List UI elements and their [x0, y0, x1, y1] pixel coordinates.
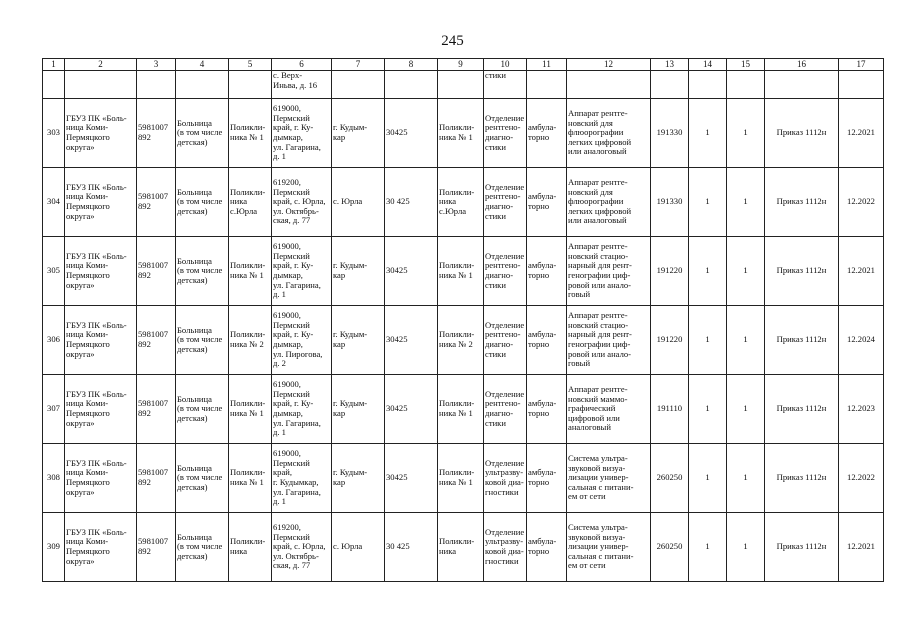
cell-organization: ГБУЗ ПК «Боль- ница Коми- Пермяцкого округа»	[65, 513, 137, 582]
cell-order: Приказ 1112н	[765, 375, 839, 444]
column-header-9: 9	[438, 59, 484, 71]
cell-unit: Поликли- ника № 2	[229, 306, 272, 375]
cell-care-form: амбула- торно	[527, 168, 567, 237]
cell-quantity-planned: 1	[727, 375, 765, 444]
cell-locality: г. Кудым- кар	[332, 444, 385, 513]
cell-row-number: 308	[43, 444, 65, 513]
cell-locality: г. Кудым- кар	[332, 375, 385, 444]
cell-locality: с. Юрла	[332, 168, 385, 237]
column-header-1: 1	[43, 59, 65, 71]
table-row	[43, 306, 884, 375]
cell-equipment-code: 191220	[651, 237, 689, 306]
cell-facility-type: Больница (в том числе детская)	[176, 306, 229, 375]
cell-care-form: амбула- торно	[527, 306, 567, 375]
cell-address: 619000, Пермский край, г. Ку- дымкар, ул. Гагарина, д. 1	[272, 99, 332, 168]
column-header-17: 17	[839, 59, 884, 71]
column-header-2: 2	[65, 59, 137, 71]
cell-care-form: амбула- торно	[527, 513, 567, 582]
column-header-6: 6	[272, 59, 332, 71]
column-header-13: 13	[651, 59, 689, 71]
cell-unit: Поликли- ника № 1	[229, 444, 272, 513]
cell-address: 619000, Пермский край, г. Кудымкар, ул. Гагарина, д. 1	[272, 444, 332, 513]
cell-quantity-planned: 1	[727, 168, 765, 237]
cell-code: 5981007 892	[137, 306, 176, 375]
column-header-3: 3	[137, 59, 176, 71]
cell-address: 619000, Пермский край, г. Ку- дымкар, ул. Гагарина, д. 1	[272, 237, 332, 306]
cell-oktmo: 30 425	[385, 513, 438, 582]
cell-equipment: Аппарат рентге- новский для флюорографии легких цифровой или аналоговый	[567, 99, 651, 168]
cell-address: 619000, Пермский край, г. Ку- дымкар, ул. Пирогова, д. 2	[272, 306, 332, 375]
cell-unit: Поликли- ника № 1	[229, 375, 272, 444]
cell-row-number: 304	[43, 168, 65, 237]
cell-quantity-planned: 1	[727, 306, 765, 375]
column-header-5: 5	[229, 59, 272, 71]
table-row	[43, 444, 884, 513]
cell-address: с. Верх- Иньва, д. 16	[272, 71, 332, 99]
cell-department: Отделение рентгено- диагно- стики	[484, 237, 527, 306]
page-number: 245	[441, 33, 464, 49]
cell-oktmo: 30425	[385, 306, 438, 375]
cell-organization: ГБУЗ ПК «Боль- ница Коми- Пермяцкого округа»	[65, 375, 137, 444]
cell-facility-type: Больница (в том числе детская)	[176, 99, 229, 168]
cell-care-form: амбула- торно	[527, 444, 567, 513]
cell-row-number: 307	[43, 375, 65, 444]
cell-department: Отделение ультразву- ковой диа- гностики	[484, 513, 527, 582]
cell-oktmo: 30425	[385, 444, 438, 513]
cell-quantity-planned: 1	[727, 237, 765, 306]
cell-care-form: амбула- торно	[527, 237, 567, 306]
cell-oktmo: 30425	[385, 375, 438, 444]
cell-equipment: Аппарат рентге- новский стацио- нарный для рент- генографии циф- ровой или анало- говый	[567, 237, 651, 306]
cell-organization: ГБУЗ ПК «Боль- ница Коми- Пермяцкого округа»	[65, 306, 137, 375]
cell-quantity-planned: 1	[727, 444, 765, 513]
cell-locality: с. Юрла	[332, 513, 385, 582]
cell-row-number: 305	[43, 237, 65, 306]
column-header-16: 16	[765, 59, 839, 71]
cell-date: 12.2022	[839, 168, 884, 237]
cell-department: стики	[484, 71, 527, 99]
cell-quantity: 1	[689, 444, 727, 513]
cell-equipment-code: 191220	[651, 306, 689, 375]
cell-care-form: амбула- торно	[527, 99, 567, 168]
cell-department: Отделение рентгено- диагно- стики	[484, 375, 527, 444]
cell-quantity: 1	[689, 513, 727, 582]
cell-date: 12.2021	[839, 99, 884, 168]
cell-date: 12.2022	[839, 444, 884, 513]
cell-organization: ГБУЗ ПК «Боль- ница Коми- Пермяцкого округа»	[65, 168, 137, 237]
column-header-14: 14	[689, 59, 727, 71]
cell-subdivision: Поликли- ника № 1	[438, 237, 484, 306]
cell-oktmo: 30 425	[385, 168, 438, 237]
cell-address: 619200, Пермский край, с. Юрла, ул. Октябрь- ская, д. 77	[272, 513, 332, 582]
column-header-11: 11	[527, 59, 567, 71]
cell-order: Приказ 1112н	[765, 168, 839, 237]
cell-care-form: амбула- торно	[527, 375, 567, 444]
cell-code: 5981007 892	[137, 168, 176, 237]
cell-quantity-planned: 1	[727, 99, 765, 168]
cell-department: Отделение рентгено- диагно- стики	[484, 99, 527, 168]
cell-equipment-code: 260250	[651, 513, 689, 582]
cell-facility-type: Больница (в том числе детская)	[176, 168, 229, 237]
cell-order: Приказ 1112н	[765, 99, 839, 168]
cell-date: 12.2021	[839, 237, 884, 306]
table-row	[43, 237, 884, 306]
column-header-4: 4	[176, 59, 229, 71]
cell-locality: г. Кудым- кар	[332, 306, 385, 375]
cell-facility-type: Больница (в том числе детская)	[176, 444, 229, 513]
cell-locality: г. Кудым- кар	[332, 237, 385, 306]
cell-organization: ГБУЗ ПК «Боль- ница Коми- Пермяцкого округа»	[65, 444, 137, 513]
table-row	[43, 513, 884, 582]
cell-subdivision: Поликли- ника с.Юрла	[438, 168, 484, 237]
cell-equipment: Аппарат рентге- новский для флюорографии легких цифровой или аналоговый	[567, 168, 651, 237]
cell-unit: Поликли- ника № 1	[229, 237, 272, 306]
column-header-15: 15	[727, 59, 765, 71]
cell-unit: Поликли- ника	[229, 513, 272, 582]
cell-oktmo: 30425	[385, 237, 438, 306]
cell-code: 5981007 892	[137, 375, 176, 444]
cell-equipment: Система ультра- звуковой визуа- лизации универ- сальная с питани- ем от сети	[567, 513, 651, 582]
cell-date: 12.2021	[839, 513, 884, 582]
cell-equipment-code: 191330	[651, 168, 689, 237]
cell-code: 5981007 892	[137, 513, 176, 582]
cell-unit: Поликли- ника с.Юрла	[229, 168, 272, 237]
cell-order: Приказ 1112н	[765, 237, 839, 306]
cell-department: Отделение рентгено- диагно- стики	[484, 168, 527, 237]
cell-subdivision: Поликли- ника	[438, 513, 484, 582]
cell-facility-type: Больница (в том числе детская)	[176, 237, 229, 306]
cell-equipment: Система ультра- звуковой визуа- лизации универ- сальная с питани- ем от сети	[567, 444, 651, 513]
equipment-table	[42, 58, 884, 582]
column-header-12: 12	[567, 59, 651, 71]
cell-equipment-code: 260250	[651, 444, 689, 513]
cell-quantity: 1	[689, 237, 727, 306]
cell-equipment-code: 191330	[651, 99, 689, 168]
cell-order: Приказ 1112н	[765, 444, 839, 513]
cell-row-number: 303	[43, 99, 65, 168]
cell-quantity: 1	[689, 375, 727, 444]
cell-subdivision: Поликли- ника № 2	[438, 306, 484, 375]
cell-subdivision: Поликли- ника № 1	[438, 99, 484, 168]
cell-subdivision: Поликли- ника № 1	[438, 375, 484, 444]
column-header-7: 7	[332, 59, 385, 71]
cell-equipment-code: 191110	[651, 375, 689, 444]
cell-order: Приказ 1112н	[765, 306, 839, 375]
cell-address: 619000, Пермский край, г. Ку- дымкар, ул. Гагарина, д. 1	[272, 375, 332, 444]
cell-row-number: 306	[43, 306, 65, 375]
cell-department: Отделение рентгено- диагно- стики	[484, 306, 527, 375]
cell-equipment: Аппарат рентге- новский маммо- графический цифровой или аналоговый	[567, 375, 651, 444]
cell-date: 12.2023	[839, 375, 884, 444]
continuation-row	[43, 71, 884, 99]
column-number-header	[43, 59, 884, 71]
cell-subdivision: Поликли- ника № 1	[438, 444, 484, 513]
cell-facility-type: Больница (в том числе детская)	[176, 375, 229, 444]
cell-quantity: 1	[689, 306, 727, 375]
cell-date: 12.2024	[839, 306, 884, 375]
table-row	[43, 99, 884, 168]
cell-locality: г. Кудым- кар	[332, 99, 385, 168]
cell-code: 5981007 892	[137, 99, 176, 168]
column-header-10: 10	[484, 59, 527, 71]
table-row	[43, 168, 884, 237]
cell-quantity: 1	[689, 99, 727, 168]
column-header-8: 8	[385, 59, 438, 71]
cell-order: Приказ 1112н	[765, 513, 839, 582]
table-row	[43, 375, 884, 444]
cell-row-number: 309	[43, 513, 65, 582]
cell-organization: ГБУЗ ПК «Боль- ница Коми- Пермяцкого округа»	[65, 237, 137, 306]
cell-oktmo: 30425	[385, 99, 438, 168]
cell-facility-type: Больница (в том числе детская)	[176, 513, 229, 582]
cell-quantity-planned: 1	[727, 513, 765, 582]
cell-quantity: 1	[689, 168, 727, 237]
cell-department: Отделение ультразву- ковой диа- гностики	[484, 444, 527, 513]
cell-code: 5981007 892	[137, 444, 176, 513]
cell-address: 619200, Пермский край, с. Юрла, ул. Октябрь- ская, д. 77	[272, 168, 332, 237]
cell-code: 5981007 892	[137, 237, 176, 306]
cell-equipment: Аппарат рентге- новский стацио- нарный для рент- генографии циф- ровой или анало- говый	[567, 306, 651, 375]
cell-organization: ГБУЗ ПК «Боль- ница Коми- Пермяцкого округа»	[65, 99, 137, 168]
cell-unit: Поликли- ника № 1	[229, 99, 272, 168]
